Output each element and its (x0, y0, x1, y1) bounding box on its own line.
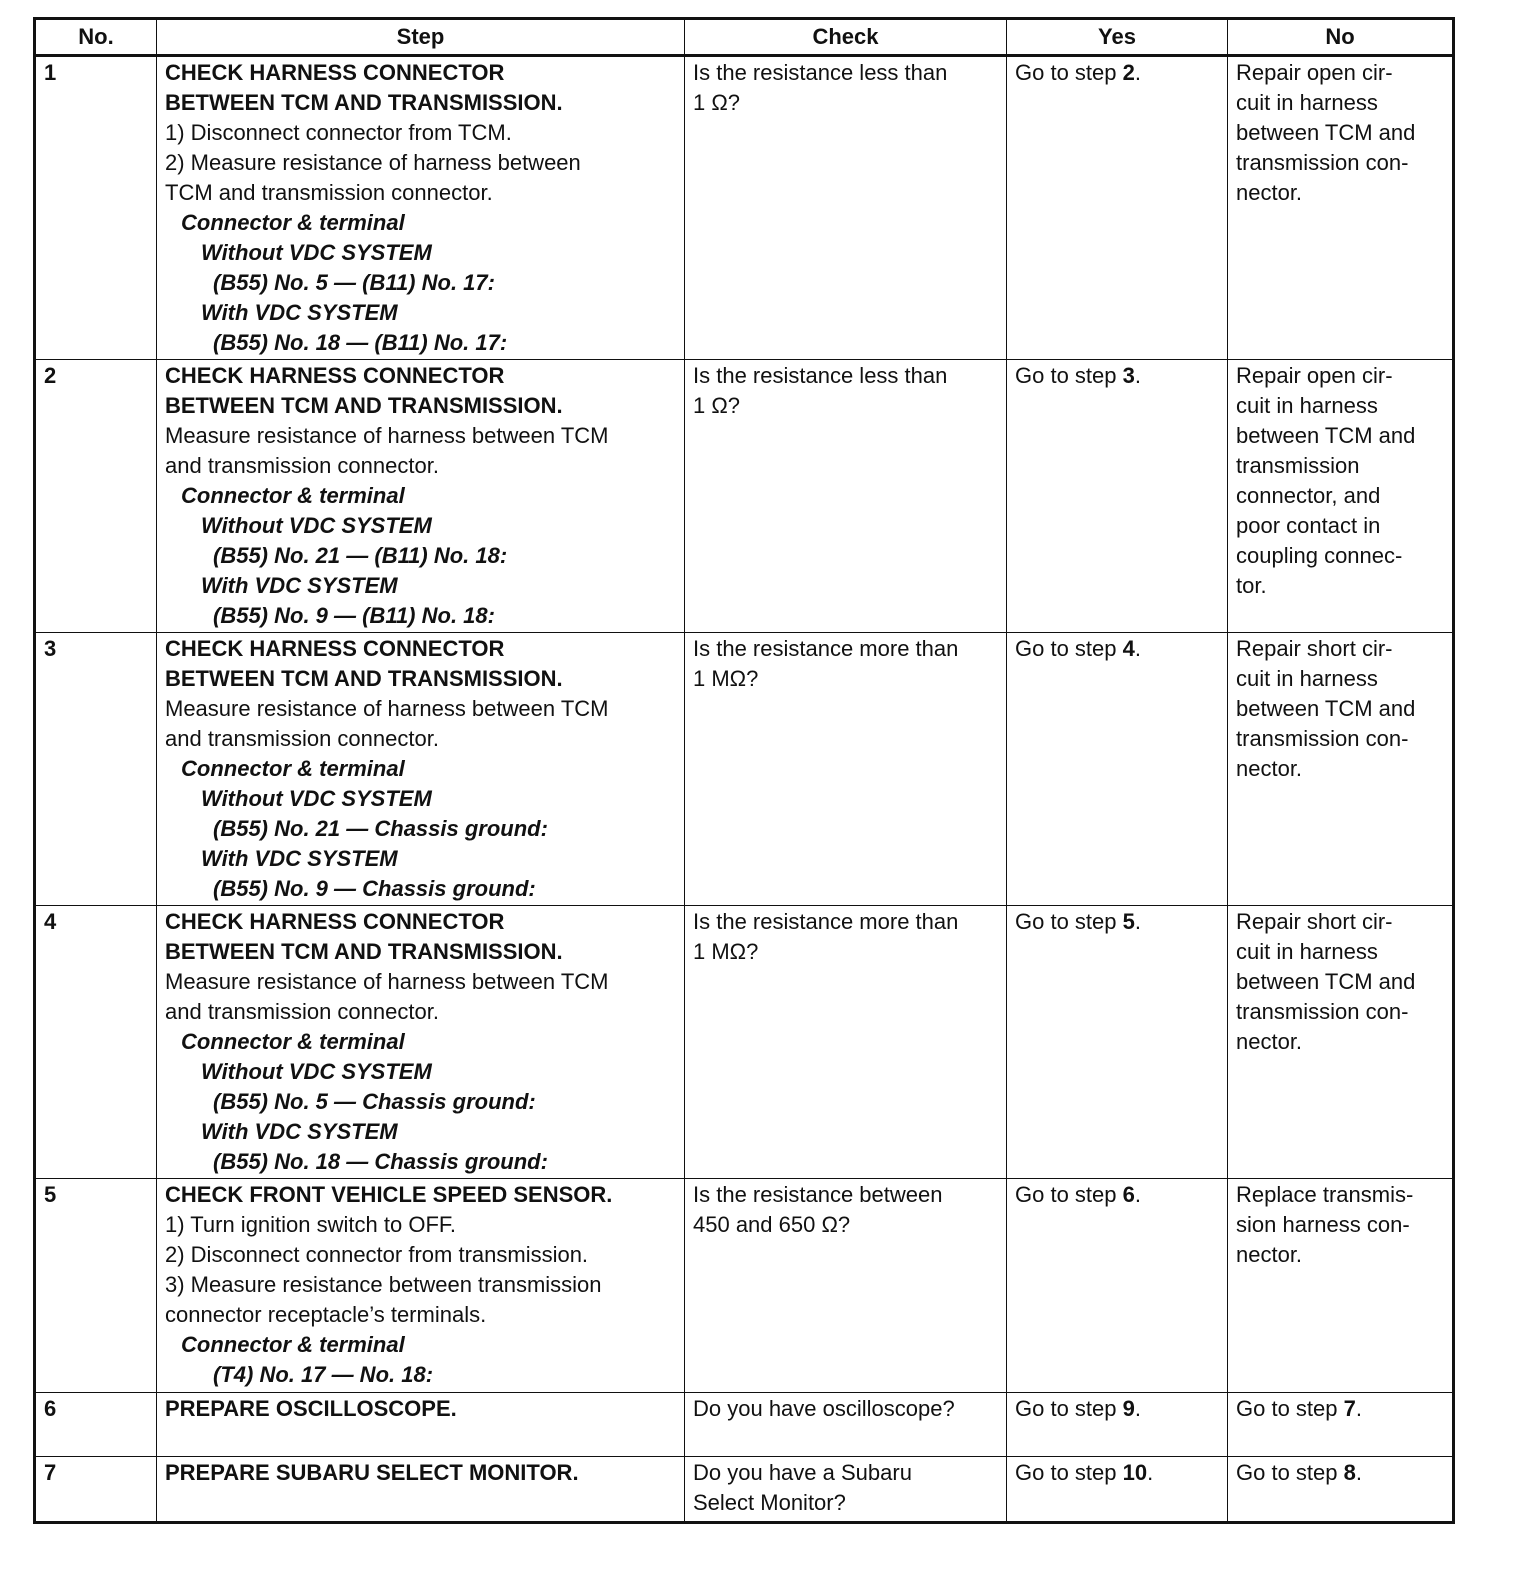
no-remedy: transmission con- (1236, 726, 1409, 751)
step-cell (157, 360, 685, 633)
no-suffix: . (1355, 1460, 1362, 1485)
yes-cell (1007, 906, 1228, 1179)
no-cell (1228, 360, 1454, 633)
yes-cell (1007, 360, 1228, 633)
step-number: 4 (35, 906, 157, 1179)
check-question: 1 MΩ? (693, 939, 759, 964)
no-remedy: nector. (1236, 1242, 1303, 1267)
yes-prefix: Go to step (1015, 1182, 1123, 1207)
header-row (35, 19, 1454, 56)
yes-step-link: 9 (1122, 1396, 1135, 1421)
step-title: CHECK FRONT VEHICLE SPEED SENSOR. (165, 1182, 613, 1207)
connector-spec: (B55) No. 21 — Chassis ground: (213, 816, 548, 841)
step-number: 6 (35, 1393, 157, 1457)
check-question: Select Monitor? (693, 1490, 846, 1515)
step-number: 5 (35, 1179, 157, 1393)
table-row (35, 633, 1454, 906)
check-question: Do you have a Subaru (693, 1460, 912, 1485)
connector-spec: Without VDC SYSTEM (201, 513, 432, 538)
no-remedy: Repair short cir- (1236, 909, 1393, 934)
no-remedy: sion harness con- (1236, 1212, 1410, 1237)
yes-cell (1007, 1179, 1228, 1393)
step-title: BETWEEN TCM AND TRANSMISSION. (165, 393, 563, 418)
no-step-link: 8 (1343, 1460, 1356, 1485)
connector-spec: (T4) No. 17 — No. 18: (213, 1362, 434, 1387)
table-row (35, 906, 1454, 1179)
no-step-link: 7 (1343, 1396, 1356, 1421)
yes-step-link: 5 (1122, 909, 1135, 934)
header-yes: Yes (1007, 19, 1228, 56)
step-cell (157, 1457, 685, 1523)
yes-prefix: Go to step (1015, 909, 1123, 934)
yes-suffix: . (1134, 1182, 1141, 1207)
step-instruction: and transmission connector. (165, 453, 439, 478)
table-row (35, 1457, 1454, 1523)
check-cell (685, 906, 1007, 1179)
yes-suffix: . (1134, 60, 1141, 85)
header-check: Check (685, 19, 1007, 56)
yes-step-link: 10 (1122, 1460, 1148, 1485)
step-instruction: connector receptacle’s terminals. (165, 1302, 487, 1327)
step-cell (157, 633, 685, 906)
step-title: CHECK HARNESS CONNECTOR (165, 60, 505, 85)
check-question: Is the resistance between (693, 1182, 943, 1207)
check-question: Is the resistance less than (693, 60, 948, 85)
check-cell (685, 56, 1007, 360)
step-instruction: 1) Turn ignition switch to OFF. (165, 1212, 456, 1237)
connector-spec: With VDC SYSTEM (201, 573, 398, 598)
connector-spec: Connector & terminal (181, 1332, 405, 1357)
step-number: 7 (35, 1457, 157, 1523)
step-number: 1 (35, 56, 157, 360)
no-remedy: between TCM and (1236, 969, 1416, 994)
no-remedy: cuit in harness (1236, 90, 1378, 115)
step-instruction: 3) Measure resistance between transmission (165, 1272, 602, 1297)
no-remedy: nector. (1236, 756, 1303, 781)
yes-prefix: Go to step (1015, 636, 1123, 661)
check-question: Is the resistance less than (693, 363, 948, 388)
step-title: CHECK HARNESS CONNECTOR (165, 636, 505, 661)
no-cell (1228, 906, 1454, 1179)
table-row (35, 1393, 1454, 1457)
step-cell (157, 1393, 685, 1457)
step-instruction: Measure resistance of harness between TCM (165, 969, 609, 994)
connector-spec: Connector & terminal (181, 756, 405, 781)
yes-prefix: Go to step (1015, 60, 1123, 85)
no-remedy: between TCM and (1236, 423, 1416, 448)
no-cell (1228, 1457, 1454, 1523)
yes-cell (1007, 1457, 1228, 1523)
no-remedy: Repair short cir- (1236, 636, 1393, 661)
yes-suffix: . (1134, 363, 1141, 388)
table-row (35, 56, 1454, 360)
yes-prefix: Go to step (1015, 1460, 1123, 1485)
step-number: 3 (35, 633, 157, 906)
connector-spec: Connector & terminal (181, 210, 405, 235)
table-header (35, 19, 1454, 56)
header-no-result: No (1228, 19, 1454, 56)
no-remedy: coupling connec- (1236, 543, 1403, 568)
step-instruction: 2) Measure resistance of harness between (165, 150, 581, 175)
yes-suffix: . (1134, 909, 1141, 934)
no-suffix: . (1355, 1396, 1362, 1421)
step-cell (157, 1179, 685, 1393)
yes-prefix: Go to step (1015, 363, 1123, 388)
check-cell (685, 633, 1007, 906)
check-question: Is the resistance more than (693, 909, 959, 934)
check-question: 450 and 650 Ω? (693, 1212, 851, 1237)
check-question: Do you have oscilloscope? (693, 1396, 955, 1421)
yes-suffix: . (1134, 636, 1141, 661)
diagnostic-table (33, 17, 1455, 1524)
no-cell (1228, 633, 1454, 906)
no-remedy: tor. (1236, 573, 1267, 598)
check-cell (685, 1457, 1007, 1523)
check-cell (685, 360, 1007, 633)
no-cell (1228, 1179, 1454, 1393)
no-remedy: cuit in harness (1236, 666, 1378, 691)
no-remedy: transmission con- (1236, 150, 1409, 175)
step-instruction: 1) Disconnect connector from TCM. (165, 120, 512, 145)
connector-spec: With VDC SYSTEM (201, 846, 398, 871)
connector-spec: Without VDC SYSTEM (201, 1059, 432, 1084)
yes-step-link: 2 (1122, 60, 1135, 85)
step-number: 2 (35, 360, 157, 633)
no-remedy: Replace transmis- (1236, 1182, 1414, 1207)
no-remedy: cuit in harness (1236, 939, 1378, 964)
connector-spec: With VDC SYSTEM (201, 300, 398, 325)
step-title: BETWEEN TCM AND TRANSMISSION. (165, 90, 563, 115)
step-cell (157, 906, 685, 1179)
no-remedy: between TCM and (1236, 120, 1416, 145)
step-title: PREPARE OSCILLOSCOPE. (165, 1396, 457, 1421)
connector-spec: (B55) No. 9 — (B11) No. 18: (213, 603, 495, 628)
step-instruction: and transmission connector. (165, 999, 439, 1024)
step-instruction: and transmission connector. (165, 726, 439, 751)
yes-suffix: . (1147, 1460, 1154, 1485)
no-remedy: Repair open cir- (1236, 60, 1393, 85)
table-row (35, 1179, 1454, 1393)
no-remedy: Repair open cir- (1236, 363, 1393, 388)
yes-prefix: Go to step (1015, 1396, 1123, 1421)
step-title: BETWEEN TCM AND TRANSMISSION. (165, 939, 563, 964)
table-body (35, 56, 1454, 1523)
connector-spec: With VDC SYSTEM (201, 1119, 398, 1144)
step-cell (157, 56, 685, 360)
step-instruction: 2) Disconnect connector from transmission. (165, 1242, 589, 1267)
step-title: PREPARE SUBARU SELECT MONITOR. (165, 1460, 579, 1485)
connector-spec: Connector & terminal (181, 483, 405, 508)
no-cell (1228, 56, 1454, 360)
yes-step-link: 6 (1122, 1182, 1135, 1207)
yes-cell (1007, 56, 1228, 360)
connector-spec: (B55) No. 5 — Chassis ground: (213, 1089, 536, 1114)
connector-spec: (B55) No. 18 — Chassis ground: (213, 1149, 548, 1174)
check-cell (685, 1393, 1007, 1457)
check-cell (685, 1179, 1007, 1393)
step-instruction: Measure resistance of harness between TCM (165, 423, 609, 448)
step-title: BETWEEN TCM AND TRANSMISSION. (165, 666, 563, 691)
no-prefix: Go to step (1236, 1396, 1344, 1421)
no-cell (1228, 1393, 1454, 1457)
connector-spec: (B55) No. 21 — (B11) No. 18: (213, 543, 508, 568)
step-instruction: TCM and transmission connector. (165, 180, 493, 205)
no-remedy: poor contact in (1236, 513, 1381, 538)
yes-cell (1007, 633, 1228, 906)
no-remedy: transmission con- (1236, 999, 1409, 1024)
yes-step-link: 4 (1122, 636, 1135, 661)
yes-cell (1007, 1393, 1228, 1457)
no-prefix: Go to step (1236, 1460, 1344, 1485)
no-remedy: nector. (1236, 180, 1303, 205)
check-question: 1 Ω? (693, 393, 741, 418)
header-no: No. (35, 19, 157, 56)
step-instruction: Measure resistance of harness between TCM (165, 696, 609, 721)
no-remedy: nector. (1236, 1029, 1303, 1054)
check-question: Is the resistance more than (693, 636, 959, 661)
check-question: 1 MΩ? (693, 666, 759, 691)
yes-step-link: 3 (1122, 363, 1135, 388)
no-remedy: transmission (1236, 453, 1360, 478)
step-title: CHECK HARNESS CONNECTOR (165, 363, 505, 388)
step-title: CHECK HARNESS CONNECTOR (165, 909, 505, 934)
connector-spec: Connector & terminal (181, 1029, 405, 1054)
connector-spec: Without VDC SYSTEM (201, 240, 432, 265)
connector-spec: (B55) No. 9 — Chassis ground: (213, 876, 536, 901)
header-step: Step (157, 19, 685, 56)
yes-suffix: . (1134, 1396, 1141, 1421)
check-question: 1 Ω? (693, 90, 741, 115)
no-remedy: connector, and (1236, 483, 1381, 508)
no-remedy: cuit in harness (1236, 393, 1378, 418)
connector-spec: (B55) No. 18 — (B11) No. 17: (213, 330, 508, 355)
table-row (35, 360, 1454, 633)
connector-spec: (B55) No. 5 — (B11) No. 17: (213, 270, 495, 295)
connector-spec: Without VDC SYSTEM (201, 786, 432, 811)
no-remedy: between TCM and (1236, 696, 1416, 721)
